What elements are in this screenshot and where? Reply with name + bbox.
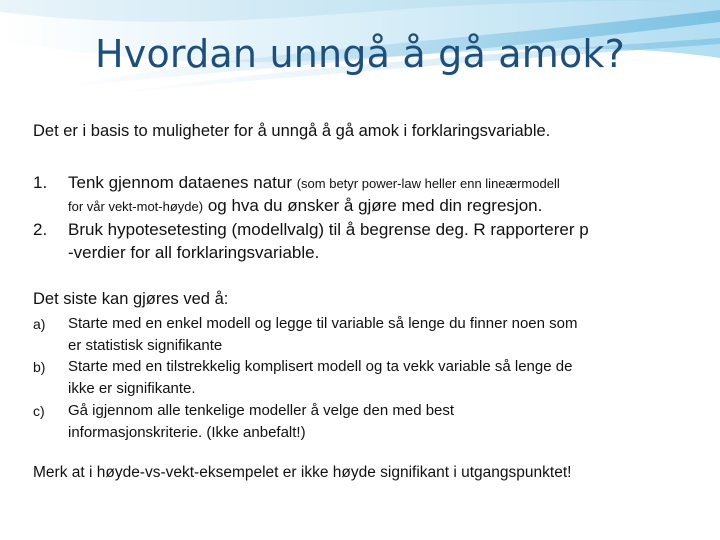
second-heading: Det siste kan gjøres ved å: (33, 290, 229, 308)
numbered-item-1-line-1 (68, 173, 560, 193)
numbered-marker-2: 2. (33, 220, 48, 239)
lettered-item-c-line-2: informasjonskriterie. (Ikke anbefalt!) (68, 424, 306, 441)
lettered-marker-a: a) (33, 316, 46, 332)
closing-note: Merk at i høyde-vs-vekt-eksempelet er ikke høyde signifikant i utgangspunktet! (33, 464, 572, 481)
lettered-item-c-line-1: Gå igjennom alle tenkelige modeller å velge den med best (68, 402, 455, 419)
slide-title: Hvordan unngå å gå amok? (95, 32, 625, 76)
numbered-item-2-line-1: Bruk hypotesetesting (modellvalg) til å begrense deg. R rapporterer p (68, 220, 589, 239)
numbered-item-1-note: (som betyr power-law heller enn lineærmodell (296, 176, 560, 191)
numbered-item-1-main-cont: og hva du ønsker å gjøre med din regresjon. (203, 196, 543, 215)
numbered-item-1-note-cont: for vår vekt-mot-høyde) (68, 199, 204, 214)
lettered-item-a-line-1: Starte med en enkel modell og legge til variable så lenge du finner noen som (68, 315, 578, 332)
numbered-item-1-main: Tenk gjennom dataenes natur (68, 173, 297, 192)
lettered-item-a-line-2: er statistisk signifikante (68, 337, 223, 354)
lettered-item-b-line-1: Starte med en tilstrekkelig komplisert modell og ta vekk variable så lenge de (68, 358, 573, 375)
numbered-marker-1: 1. (33, 173, 48, 192)
lettered-marker-b: b) (33, 359, 46, 375)
lettered-item-b-line-2: ikke er signifikante. (68, 380, 196, 397)
intro-text: Det er i basis to muligheter for å unngå å gå amok i forklaringsvariable. (33, 122, 551, 140)
lettered-marker-c: c) (33, 403, 45, 419)
numbered-item-1-line-2 (68, 196, 542, 216)
numbered-item-2-line-2: -verdier for all forklaringsvariable. (68, 243, 320, 262)
